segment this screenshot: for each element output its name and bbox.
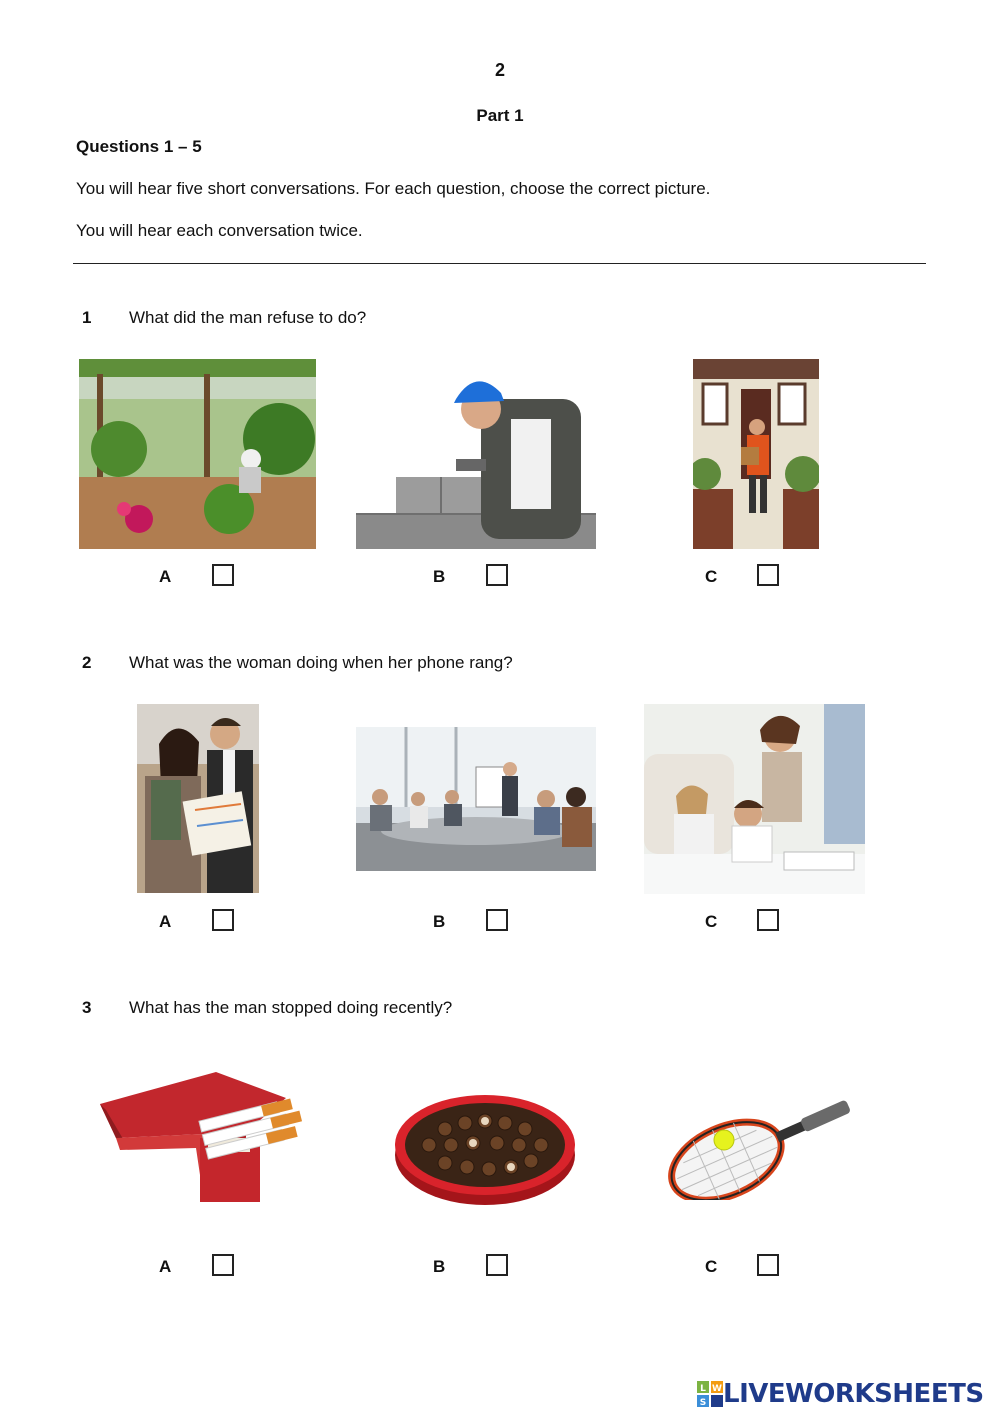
reading-map-photo-icon xyxy=(137,704,259,893)
cigarette-pack-icon xyxy=(96,1068,308,1204)
business-meeting-photo-icon xyxy=(356,727,596,871)
question-1-option-c-label: C xyxy=(705,567,718,586)
question-1-text: What did the man refuse to do? xyxy=(129,308,367,327)
question-1-option-c-checkbox[interactable] xyxy=(757,564,779,586)
logo-letter-w: W xyxy=(712,1384,722,1394)
question-3-option-c-label: C xyxy=(705,1257,718,1276)
question-3-option-a-checkbox[interactable] xyxy=(212,1254,234,1276)
question-1-option-b-label: B xyxy=(433,567,446,586)
question-2-option-b-checkbox[interactable] xyxy=(486,909,508,931)
tennis-racket-icon xyxy=(662,1088,856,1200)
part-title: Part 1 xyxy=(476,106,524,125)
question-1-option-b-checkbox[interactable] xyxy=(486,564,508,586)
question-3-option-a-label: A xyxy=(159,1257,172,1276)
instruction-2: You will hear each conversation twice. xyxy=(76,221,363,240)
homework-help-photo-icon xyxy=(644,704,865,894)
question-1-option-a-checkbox[interactable] xyxy=(212,564,234,586)
question-2-option-c-checkbox[interactable] xyxy=(757,909,779,931)
delivery-man-photo-icon xyxy=(693,359,819,549)
question-1-option-a-label: A xyxy=(159,567,172,586)
gardening-photo-icon xyxy=(79,359,316,549)
question-3-text: What has the man stopped doing recently? xyxy=(129,998,453,1017)
question-2-option-a-checkbox[interactable] xyxy=(212,909,234,931)
question-3-number: 3 xyxy=(82,998,92,1017)
bricklayer-photo-icon xyxy=(356,359,596,549)
question-1-number: 1 xyxy=(82,308,92,327)
question-3-option-b-checkbox[interactable] xyxy=(486,1254,508,1276)
question-2-option-a-label: A xyxy=(159,912,172,931)
instruction-1: You will hear five short conversations. For each question, choose the correct picture. xyxy=(76,179,711,198)
question-3-option-b-label: B xyxy=(433,1257,446,1276)
logo-letter-l: L xyxy=(700,1384,706,1394)
liveworksheets-logo-icon xyxy=(697,1381,723,1407)
brand-name: LIVEWORKSHEETS xyxy=(723,1379,984,1409)
question-3-option-c-checkbox[interactable] xyxy=(757,1254,779,1276)
divider xyxy=(73,263,926,264)
liveworksheets-brand[interactable] xyxy=(697,1378,984,1410)
chocolate-box-icon xyxy=(393,1089,577,1207)
question-2-number: 2 xyxy=(82,653,92,672)
question-range: Questions 1 – 5 xyxy=(76,137,202,156)
logo-letter-s: S xyxy=(699,1398,707,1407)
page-number: 2 xyxy=(494,60,505,80)
question-2-option-b-label: B xyxy=(433,912,446,931)
question-2-text: What was the woman doing when her phone rang? xyxy=(129,653,513,672)
question-2-option-c-label: C xyxy=(705,912,718,931)
